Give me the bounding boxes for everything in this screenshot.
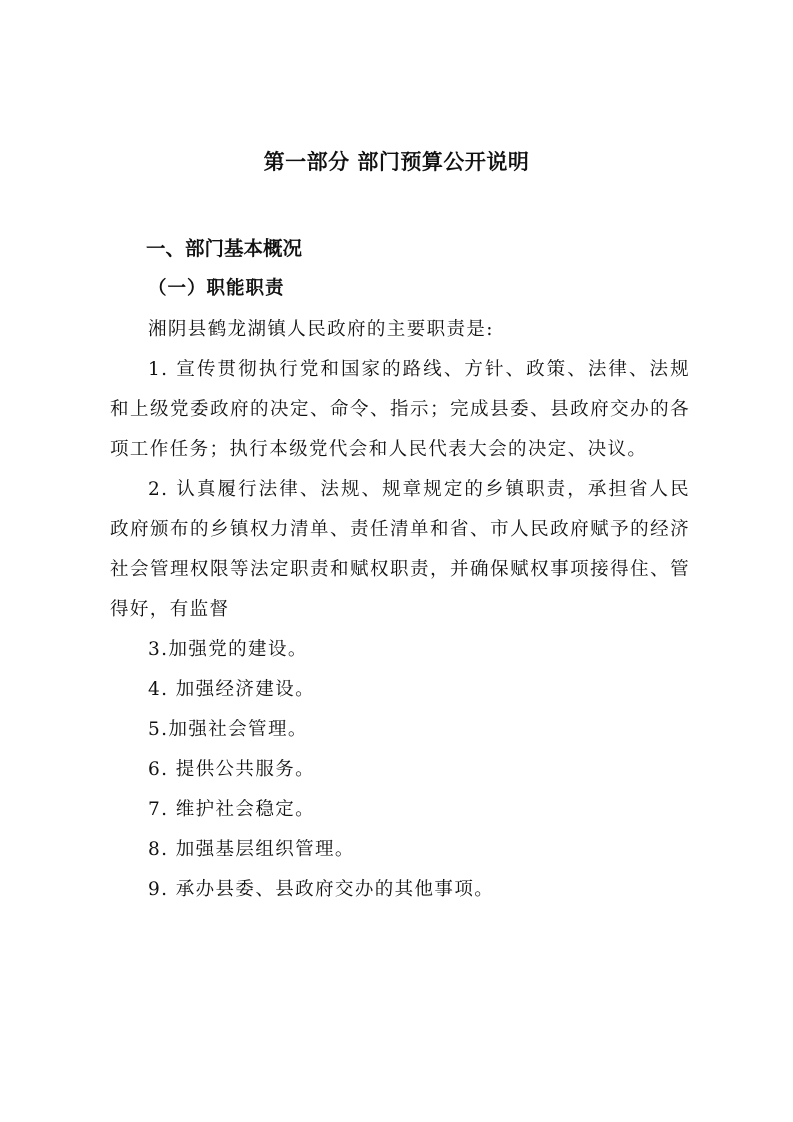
duty-item-8: 8. 加强基层组织管理。 (148, 839, 355, 860)
duty-item-4: 4. 加强经济建设。 (148, 679, 316, 700)
duty-item-9: 9. 承办县委、县政府交办的其他事项。 (148, 879, 495, 900)
duty-item-7: 7. 维护社会稳定。 (148, 799, 316, 820)
duty-item-5: 5.加强社会管理。 (148, 719, 308, 740)
section-heading: 一、部门基本概况 (146, 237, 303, 260)
duty-item-6: 6. 提供公共服务。 (148, 759, 316, 780)
duty-paragraph-1: 1. 宣传贯彻执行党和国家的路线、方针、政策、法律、法规和上级党委政府的决定、命令、指示；完成县委、县政府交办的各项工作任务；执行本级党代会和人民代表大会的决定、决议。 (110, 359, 690, 460)
duty-paragraph-2: 2. 认真履行法律、法规、规章规定的乡镇职责，承担省人民政府颁布的乡镇权力清单、责任清单和省、市人民政府赋予的经济社会管理权限等法定职责和赋权职责，并确保赋权事项接得住、管得好，有监督 (110, 479, 690, 620)
body-content (110, 310, 690, 910)
duty-item-3: 3.加强党的建设。 (148, 639, 308, 660)
subsection-heading: （一）职能职责 (148, 278, 285, 299)
document-title: 第一部分 部门预算公开说明 (263, 150, 530, 174)
intro-paragraph: 湘阴县鹤龙湖镇人民政府的主要职责是: (148, 319, 494, 340)
